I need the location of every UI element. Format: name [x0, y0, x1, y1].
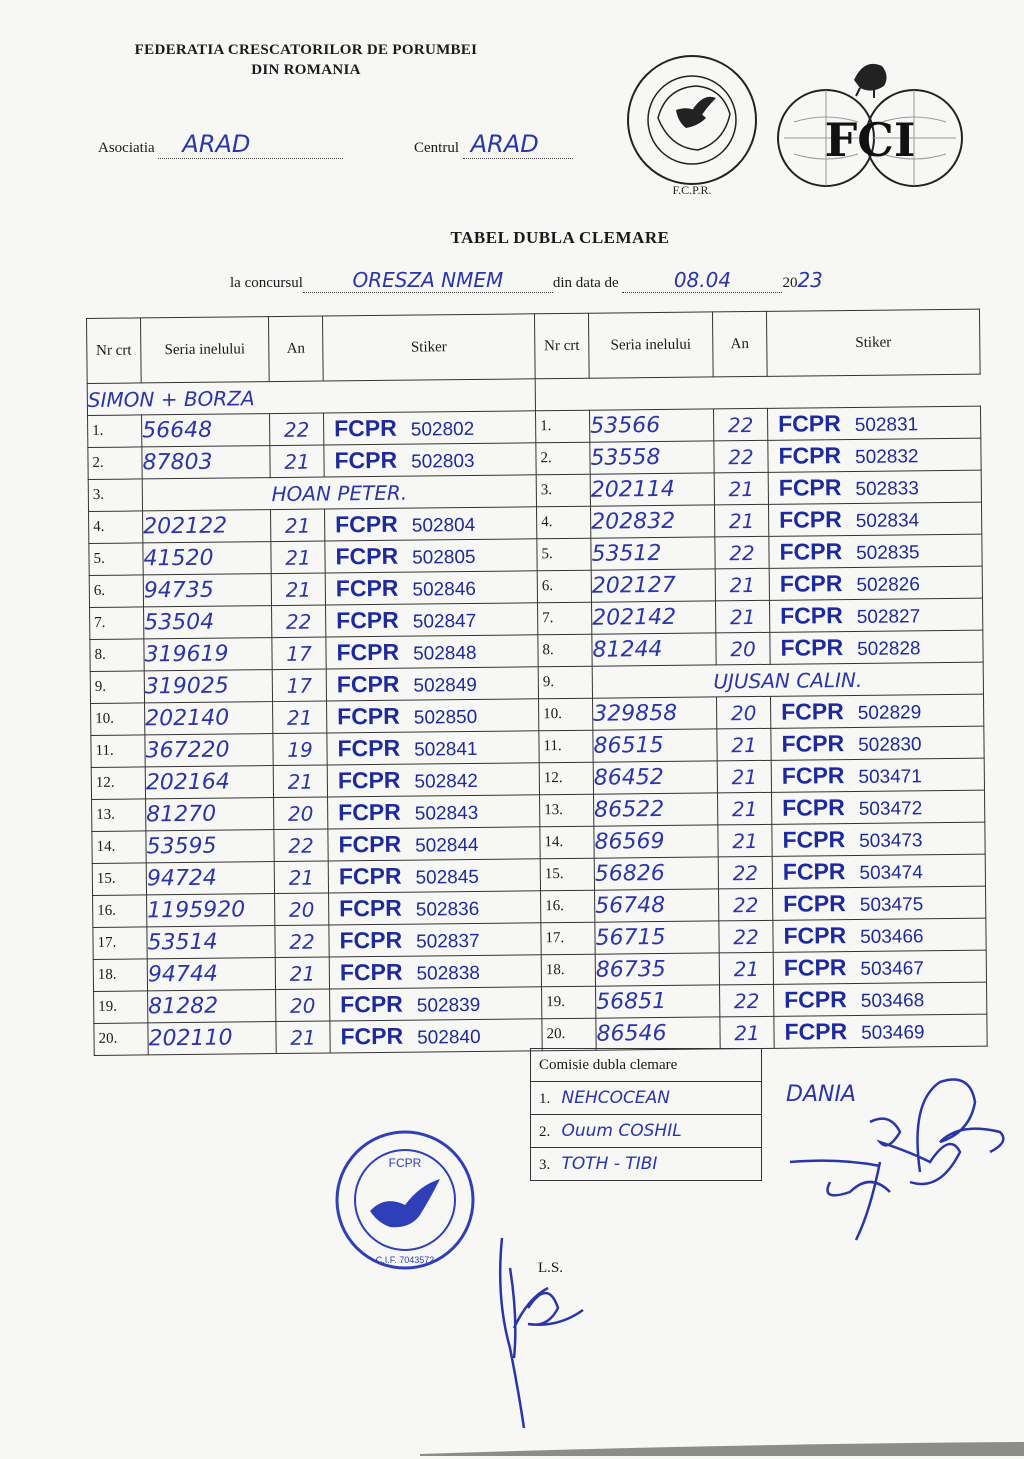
ring-year: 21: [276, 1021, 330, 1054]
sticker-cell: [327, 699, 539, 733]
ring-serial: 53512: [591, 537, 715, 570]
sticker-number: 503475: [859, 894, 924, 916]
federation-header: [86, 40, 526, 80]
table-header-row: [87, 309, 981, 383]
ring-year: 20: [716, 632, 770, 665]
row-nr: 18.: [541, 954, 595, 987]
sticker-cell: [773, 918, 986, 952]
ring-serial: 86522: [594, 793, 718, 826]
ring-serial: 202127: [591, 569, 715, 602]
sticker-number: 502848: [413, 642, 477, 665]
row-nr: 5.: [89, 543, 143, 576]
sticker-prefix: FCPR: [339, 926, 403, 954]
row-nr: 13.: [92, 799, 146, 832]
commission-member: 3. TOTH - TIBI: [531, 1148, 762, 1181]
header-stiker-right: Stiker: [766, 309, 980, 376]
sticker-cell: [329, 923, 541, 957]
ring-serial: 329858: [593, 697, 717, 730]
ring-year: 21: [718, 792, 772, 825]
row-nr: 8.: [90, 639, 144, 672]
row-nr: 16.: [541, 890, 595, 923]
sticker-cell: [772, 790, 985, 824]
sticker-number: 502835: [856, 542, 920, 564]
row-nr: 18.: [93, 959, 147, 992]
sticker-prefix: FCPR: [784, 986, 847, 1013]
ring-serial: 86735: [595, 953, 719, 986]
sticker-number: 502830: [858, 734, 922, 756]
sticker-number: 502805: [412, 546, 476, 569]
sticker-number: 502841: [414, 738, 478, 761]
sticker-prefix: FCPR: [336, 606, 399, 634]
federation-country: DIN ROMANIA: [251, 62, 361, 78]
ring-serial: 202140: [145, 702, 273, 735]
ring-year: 19: [273, 733, 327, 766]
ring-serial: 202114: [590, 473, 714, 506]
sticker-cell: [772, 822, 985, 856]
ring-serial: 202164: [145, 766, 273, 799]
sticker-cell: [768, 438, 981, 472]
sticker-cell: [328, 795, 540, 829]
sticker-cell: [767, 406, 980, 440]
sticker-cell: [774, 1014, 987, 1048]
sticker-number: 502842: [414, 770, 479, 793]
sticker-cell: [330, 1019, 542, 1053]
ring-serial: 53558: [590, 441, 714, 474]
sticker-number: 502840: [417, 1026, 481, 1049]
sticker-number: 503474: [859, 862, 923, 884]
scan-edge-shadow: [420, 1436, 1024, 1456]
header-an: An: [268, 316, 323, 382]
commission-extra-name: DANIA: [786, 1082, 856, 1107]
sticker-cell: [326, 635, 538, 669]
row-nr: 14.: [92, 831, 146, 864]
sticker-cell: [327, 731, 539, 765]
ring-year: 21: [274, 861, 328, 894]
ring-year: 22: [713, 408, 767, 441]
sticker-prefix: FCPR: [782, 858, 846, 885]
sticker-cell: [328, 827, 540, 861]
ring-year: 21: [271, 541, 325, 574]
ring-year: 21: [714, 472, 768, 505]
sticker-cell: [325, 571, 537, 605]
sticker-prefix: FCPR: [783, 890, 846, 917]
row-nr: 10.: [539, 698, 593, 731]
ring-year: 17: [272, 637, 326, 670]
ring-year: 20: [276, 989, 330, 1022]
sticker-cell: [325, 539, 537, 573]
sticker-number: 502833: [855, 478, 919, 500]
ring-year: 21: [718, 824, 772, 857]
row-nr: 15.: [92, 863, 146, 896]
ring-serial: 86452: [593, 761, 717, 794]
sticker-prefix: FCPR: [339, 958, 403, 986]
ring-year: 22: [718, 856, 772, 889]
sticker-number: 503467: [860, 958, 925, 980]
contest-date: 08.04: [673, 268, 732, 292]
sticker-cell: [773, 950, 986, 984]
row-owner-note: HOAN PETER.: [142, 475, 536, 511]
ring-serial: 86546: [596, 1017, 720, 1050]
ring-year: 21: [273, 765, 327, 798]
header-seria: Seria inelului: [141, 317, 270, 383]
sticker-number: 502834: [855, 510, 920, 532]
sticker-number: 503468: [860, 990, 925, 1012]
sticker-prefix: FCPR: [778, 474, 842, 501]
row-nr: 12.: [539, 762, 593, 795]
row-nr: 3.: [88, 479, 142, 512]
row-nr: 10.: [91, 703, 145, 736]
ring-year: 22: [274, 829, 328, 862]
sticker-number: 502845: [415, 866, 480, 889]
sticker-prefix: FCPR: [779, 506, 842, 533]
sticker-prefix: FCPR: [337, 766, 401, 794]
row-nr: 20.: [94, 1023, 148, 1056]
row-nr: 1.: [88, 415, 142, 448]
contest-line: [230, 268, 823, 293]
row-owner-note: UJUSAN CALIN.: [592, 662, 983, 698]
sticker-prefix: FCPR: [779, 538, 843, 565]
ring-year: 21: [270, 445, 324, 478]
sticker-number: 502828: [857, 638, 921, 660]
sticker-cell: [769, 598, 982, 632]
ring-year: 21: [717, 760, 771, 793]
ring-serial: 81244: [592, 633, 716, 666]
ring-year: 20: [717, 696, 771, 729]
ring-serial: 56826: [594, 857, 718, 890]
sticker-prefix: FCPR: [334, 446, 398, 474]
sticker-prefix: FCPR: [337, 734, 401, 762]
ring-year: 21: [715, 568, 769, 601]
row-nr: 6.: [537, 570, 591, 603]
sticker-prefix: FCPR: [340, 1022, 404, 1050]
sticker-prefix: FCPR: [336, 638, 400, 666]
fcpr-logo-caption: F.C.P.R.: [672, 183, 712, 197]
row-nr: 19.: [94, 991, 148, 1024]
row-nr: 1.: [535, 410, 589, 443]
sticker-cell: [325, 507, 537, 541]
sticker-cell: [769, 534, 982, 568]
sticker-number: 502803: [411, 450, 475, 473]
ring-serial: 94724: [146, 862, 274, 895]
sticker-number: 502836: [415, 898, 480, 921]
header-stiker: Stiker: [322, 314, 535, 381]
sticker-number: 502826: [856, 574, 920, 596]
sticker-prefix: FCPR: [781, 762, 845, 789]
header-seria-right: Seria inelului: [588, 312, 713, 378]
ring-year: 20: [274, 797, 328, 830]
sticker-number: 502839: [416, 994, 481, 1017]
sticker-cell: [773, 886, 986, 920]
asociatia-value: ARAD: [182, 130, 251, 158]
row-nr: 12.: [91, 767, 145, 800]
ring-serial: 1195920: [147, 894, 275, 927]
ring-serial: 202110: [148, 1022, 276, 1055]
ring-year: 20: [275, 893, 329, 926]
fcpr-logo: [618, 48, 766, 198]
sticker-cell: [769, 566, 982, 600]
sticker-cell: [771, 726, 984, 760]
left-owner-name: SIMON + BORZA: [87, 379, 535, 416]
ring-year: 21: [715, 600, 769, 633]
sticker-cell: [768, 502, 981, 536]
sticker-cell: [324, 411, 536, 445]
sticker-prefix: FCPR: [778, 442, 842, 469]
ring-serial: 81282: [148, 990, 276, 1023]
sticker-cell: [327, 763, 539, 797]
sticker-cell: [330, 987, 542, 1021]
sticker-prefix: FCPR: [782, 794, 845, 821]
asociatia-line: [98, 130, 343, 159]
row-nr: 19.: [542, 986, 596, 1019]
contest-year-prefix: 20: [782, 275, 798, 291]
sticker-cell: [768, 470, 981, 504]
header-an-right: An: [712, 311, 767, 377]
row-nr: 4.: [89, 511, 143, 544]
ring-year: 22: [715, 536, 769, 569]
sticker-prefix: FCPR: [337, 702, 400, 730]
row-nr: 20.: [542, 1018, 596, 1051]
sticker-prefix: FCPR: [336, 670, 400, 698]
sticker-prefix: FCPR: [338, 798, 401, 826]
sticker-cell: [771, 758, 984, 792]
stamp-center-text: FCPR: [388, 1156, 422, 1170]
row-nr: 16.: [93, 895, 147, 928]
ring-serial: 319619: [144, 638, 272, 671]
sticker-prefix: FCPR: [338, 862, 402, 890]
ring-year: 21: [275, 957, 329, 990]
commission-signatures: [770, 1062, 1020, 1242]
sticker-cell: [326, 667, 538, 701]
sticker-prefix: FCPR: [783, 954, 847, 981]
row-nr: 5.: [537, 538, 591, 571]
row-nr: 3.: [536, 474, 590, 507]
sticker-prefix: FCPR: [334, 414, 397, 442]
header-nr: Nr crt: [87, 318, 142, 384]
commission-table: [530, 1048, 762, 1181]
sticker-number: 502850: [413, 706, 478, 729]
sticker-number: 502831: [854, 414, 919, 436]
ring-serial: 367220: [145, 734, 273, 767]
centrul-label: Centrul: [414, 140, 459, 156]
ring-serial: 87803: [142, 446, 270, 479]
contest-name: ORESZA NMEM: [352, 268, 504, 292]
centrul-line: [414, 130, 573, 159]
ring-year: 22: [720, 984, 774, 1017]
ring-year: 21: [271, 573, 325, 606]
ring-serial: 53566: [589, 409, 713, 442]
contest-year-suffix: 23: [797, 268, 823, 292]
ring-year: 22: [272, 605, 326, 638]
sticker-prefix: FCPR: [780, 634, 844, 661]
sticker-prefix: FCPR: [781, 730, 845, 757]
ring-serial: 86569: [594, 825, 718, 858]
row-nr: 4.: [537, 506, 591, 539]
sticker-prefix: FCPR: [784, 1018, 848, 1045]
ring-year: 22: [714, 440, 768, 473]
ring-serial: 94744: [147, 958, 275, 991]
sticker-number: 502847: [412, 610, 477, 633]
stamp-bottom-text: C.I.F. 7043572: [375, 1255, 435, 1265]
sticker-prefix: FCPR: [335, 510, 398, 538]
ring-serial: 56851: [596, 985, 720, 1018]
ring-year: 21: [717, 728, 771, 761]
ring-year: 21: [714, 504, 768, 537]
ring-serial: 202142: [592, 601, 716, 634]
row-nr: 14.: [540, 826, 594, 859]
association-stamp: [330, 1125, 480, 1275]
sticker-number: 503471: [858, 766, 922, 788]
sticker-number: 503469: [861, 1022, 925, 1044]
row-nr: 7.: [538, 602, 592, 635]
document-title: TABEL DUBLA CLEMARE: [450, 228, 670, 247]
centrul-value: ARAD: [470, 130, 539, 158]
commission-member: 1. NEHCOCEAN: [531, 1082, 762, 1115]
ring-year: 17: [272, 669, 326, 702]
row-nr: 7.: [90, 607, 144, 640]
ring-serial: 81270: [146, 798, 274, 831]
contest-prefix: la concursul: [230, 275, 303, 291]
row-nr: 9.: [90, 671, 144, 704]
sticker-number: 502804: [411, 514, 476, 537]
ring-serial: 53514: [147, 926, 275, 959]
sticker-number: 502832: [855, 446, 919, 468]
row-nr: 2.: [88, 447, 142, 480]
row-nr: 2.: [536, 442, 590, 475]
sticker-cell: [774, 982, 987, 1016]
sticker-number: 502838: [416, 962, 481, 985]
sticker-cell: [329, 955, 541, 989]
sticker-prefix: FCPR: [782, 826, 846, 853]
sticker-number: 503466: [860, 926, 924, 948]
ring-serial: 202122: [143, 510, 271, 543]
header-nr-right: Nr crt: [534, 313, 589, 379]
row-nr: 11.: [539, 730, 593, 763]
row-nr: 13.: [540, 794, 594, 827]
sticker-prefix: FCPR: [335, 574, 399, 602]
sticker-prefix: FCPR: [778, 410, 841, 437]
ls-label: L.S.: [538, 1260, 564, 1276]
ring-serial: 94735: [143, 574, 271, 607]
sticker-number: 503472: [858, 798, 923, 820]
ring-serial: 56715: [595, 921, 719, 954]
ring-serial: 202832: [590, 505, 714, 538]
ring-year: 22: [270, 413, 324, 446]
sticker-number: 502829: [857, 702, 922, 724]
sticker-cell: [770, 630, 983, 664]
sticker-number: 502827: [856, 606, 921, 628]
sticker-cell: [328, 859, 540, 893]
sticker-prefix: FCPR: [780, 602, 843, 629]
row-nr: 6.: [89, 575, 143, 608]
asociatia-label: Asociatia: [98, 140, 155, 156]
sticker-number: 502846: [412, 578, 477, 601]
row-nr: 15.: [540, 858, 594, 891]
sticker-number: 502849: [413, 674, 478, 697]
row-nr: 17.: [541, 922, 595, 955]
federation-name: FEDERATIA CRESCATORILOR DE PORUMBEI: [134, 42, 478, 58]
fci-logo: [774, 52, 964, 192]
commission-title: Comisie dubla clemare: [531, 1049, 762, 1082]
ring-serial: 56748: [595, 889, 719, 922]
sticker-cell: [329, 891, 541, 925]
ring-year: 22: [719, 920, 773, 953]
row-nr: 8.: [538, 634, 592, 667]
sticker-number: 502837: [416, 930, 480, 953]
sticker-prefix: FCPR: [783, 922, 847, 949]
sticker-prefix: FCPR: [340, 990, 403, 1018]
contest-mid: din data de: [552, 275, 619, 291]
ring-serial: 53504: [144, 606, 272, 639]
sticker-cell: [770, 694, 983, 728]
sticker-cell: [324, 443, 536, 477]
row-nr: 17.: [93, 927, 147, 960]
sticker-number: 502844: [415, 834, 479, 857]
sticker-number: 502802: [410, 418, 475, 441]
fci-logo-text: FCI: [824, 113, 916, 167]
row-nr: 9.: [538, 666, 592, 699]
ring-year: 21: [719, 952, 773, 985]
ring-serial: 319025: [144, 670, 272, 703]
sticker-prefix: FCPR: [339, 894, 402, 922]
commission-member: 2. Ouum COSHIL: [531, 1115, 762, 1148]
ring-serial: 53595: [146, 830, 274, 863]
ring-year: 21: [273, 701, 327, 734]
ring-year: 22: [719, 888, 773, 921]
ring-serial: 86515: [593, 729, 717, 762]
sticker-number: 503473: [859, 830, 923, 852]
ring-serial: 41520: [143, 542, 271, 575]
sticker-prefix: FCPR: [338, 830, 402, 858]
sticker-prefix: FCPR: [779, 570, 843, 597]
sticker-cell: [326, 603, 538, 637]
row-nr: 11.: [91, 735, 145, 768]
clamping-table: [86, 309, 988, 1056]
sticker-cell: [772, 854, 985, 888]
sticker-prefix: FCPR: [781, 698, 844, 725]
ring-serial: 56648: [142, 414, 270, 447]
ring-year: 21: [271, 509, 325, 542]
sticker-prefix: FCPR: [335, 542, 399, 570]
sticker-number: 502843: [414, 802, 479, 825]
ring-year: 21: [720, 1016, 774, 1049]
ring-year: 22: [275, 925, 329, 958]
